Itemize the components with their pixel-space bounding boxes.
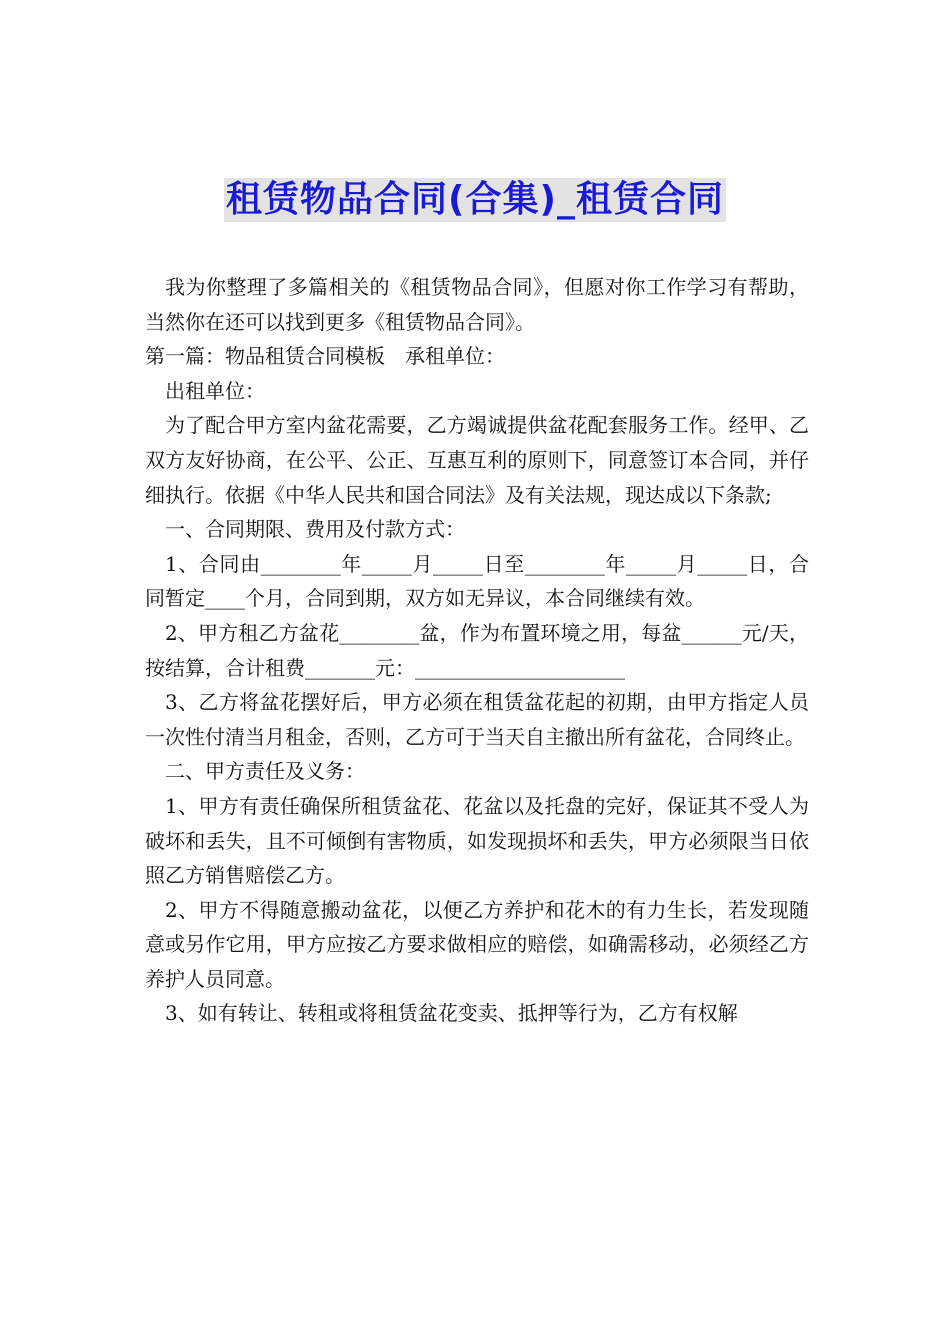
- paragraph-preamble: 为了配合甲方室内盆花需要，乙方竭诚提供盆花配套服务工作。经甲、乙双方友好协商，在公平、公正、互惠互利的原则下，同意签订本合同，并仔细执行。依据《中华人民共和国合同法》及有关法规，现达成以下条款;: [145, 413, 809, 507]
- section-heading-party-a: 二、甲方责任及义务：: [165, 759, 365, 784]
- title-container: [0, 178, 950, 222]
- clause-2-3: 3、如有转让、转租或将租赁盆花变卖、抵押等行为，乙方有权解: [165, 1001, 738, 1026]
- paragraph-intro: 我为你整理了多篇相关的《租赁物品合同》，但愿对你工作学习有帮助，当然你在还可以找到更多《租赁物品合同》。: [145, 275, 809, 334]
- clause-1-2: 2、甲方租乙方盆花________盆，作为布置环境之用，每盆______元/天，按结算，合计租费_______元：_____________________: [145, 620, 809, 680]
- document-body: [145, 270, 809, 1031]
- paragraph-lessor: 出租单位：: [165, 378, 265, 403]
- document-title: 租赁物品合同(合集)_租赁合同: [226, 179, 724, 220]
- paragraph-heading-part1: 第一篇：物品租赁合同模板 承租单位：: [145, 344, 505, 369]
- clause-2-2: 2、甲方不得随意搬动盆花，以便乙方养护和花木的有力生长，若发现随意或另作它用，甲方应按乙方要求做相应的赔偿，如确需移动，必须经乙方养护人员同意。: [145, 897, 809, 991]
- clause-1-1: 1、合同由________年_____月_____日至________年_____月_____日，合同暂定____个月，合同到期，双方如无异议，本合同继续有效。: [145, 551, 809, 611]
- clause-1-3: 3、乙方将盆花摆好后，甲方必须在租赁盆花起的初期，由甲方指定人员一次性付清当月租金，否则，乙方可于当天自主撤出所有盆花，合同终止。: [145, 690, 809, 749]
- section-heading-term: 一、合同期限、费用及付款方式：: [165, 517, 465, 542]
- clause-2-1: 1、甲方有责任确保所租赁盆花、花盆以及托盘的完好，保证其不受人为破坏和丢失，且不可倾倒有害物质，如发现损坏和丢失，甲方必须限当日依照乙方销售赔偿乙方。: [145, 793, 809, 888]
